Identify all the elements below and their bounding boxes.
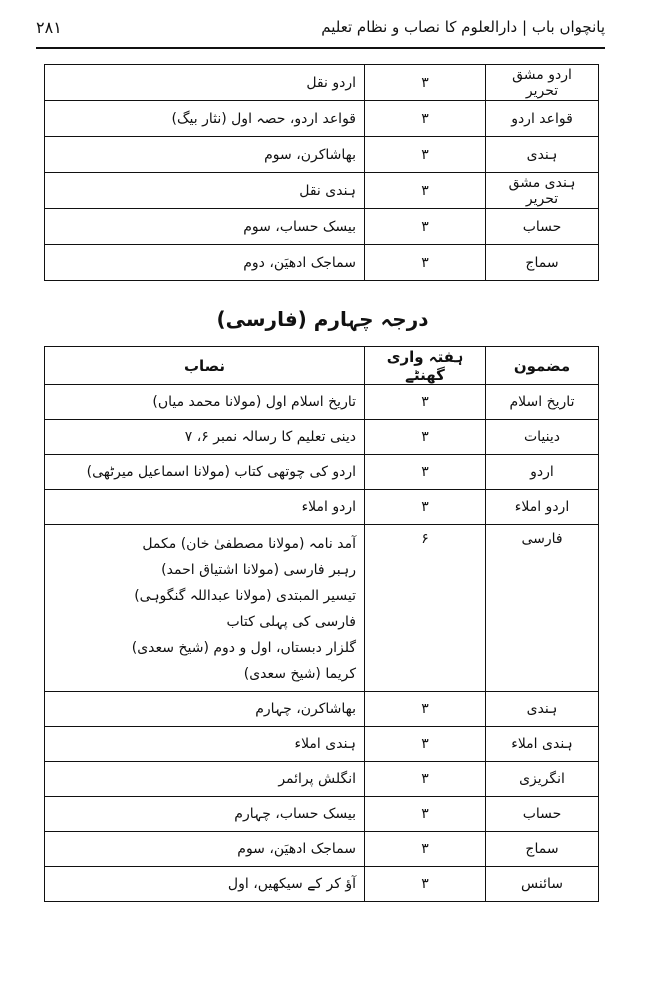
syllabus-line: بھاشاکرن، چہارم (255, 701, 356, 717)
page-number (36, 18, 62, 37)
subject-cell: فارسی (486, 525, 599, 692)
syllabus-cell (45, 245, 365, 281)
table-row (45, 65, 599, 101)
syllabus-line: بھاشاکرن، سوم (264, 146, 356, 163)
syllabus-cell (45, 490, 365, 525)
syllabus-table-continued (44, 64, 599, 281)
syllabus-cell (45, 867, 365, 902)
syllabus-cell (45, 455, 365, 490)
table-row (45, 137, 599, 173)
syllabus-line: تاریخ اسلام اول (مولانا محمد میاں) (152, 394, 356, 410)
syllabus-line: بیسک حساب، سوم (243, 218, 356, 235)
weekly-hours-cell: ۳ (365, 832, 486, 867)
table-row (45, 727, 599, 762)
table-row (45, 455, 599, 490)
subject-cell: تاریخ اسلام (486, 385, 599, 420)
weekly-hours-cell: ۳ (365, 727, 486, 762)
weekly-hours-cell: ۳ (365, 137, 486, 173)
weekly-hours-cell: ۳ (365, 385, 486, 420)
syllabus-cell (45, 385, 365, 420)
syllabus-cell (45, 797, 365, 832)
syllabus-line: اردو املاء (301, 499, 356, 515)
syllabus-line: آؤ کر کے سیکھیں، اول (227, 876, 356, 892)
syllabus-cell (45, 173, 365, 209)
syllabus-cell (45, 727, 365, 762)
syllabus-cell (45, 137, 365, 173)
syllabus-cell (45, 525, 365, 692)
header-subject: مضمون (486, 347, 599, 385)
table-row (45, 692, 599, 727)
weekly-hours-cell: ۳ (365, 490, 486, 525)
subject-cell: انگریزی (486, 762, 599, 797)
syllabus-cell (45, 420, 365, 455)
syllabus-table-grade-4 (44, 346, 599, 902)
table-row (45, 867, 599, 902)
subject-cell: اردو (486, 455, 599, 490)
table-row (45, 173, 599, 209)
weekly-hours-cell: ۳ (365, 867, 486, 902)
syllabus-line: بیسک حساب، چہارم (234, 806, 356, 822)
subject-cell: قواعد اردو (486, 101, 599, 137)
table-row (45, 525, 599, 692)
subject-cell: سماج (486, 832, 599, 867)
syllabus-table-grade-4-body (45, 385, 599, 902)
weekly-hours-cell: ۳ (365, 101, 486, 137)
weekly-hours-cell: ۳ (365, 173, 486, 209)
table-row (45, 762, 599, 797)
table-row (45, 797, 599, 832)
table-row (45, 420, 599, 455)
table-header (45, 347, 599, 385)
weekly-hours-cell: ۳ (365, 420, 486, 455)
subject-cell: ہندی (486, 692, 599, 727)
syllabus-cell (45, 692, 365, 727)
syllabus-line: گلزار دبستاں، اول و دوم (شیخ سعدی) (131, 640, 356, 656)
running-header (36, 12, 605, 42)
syllabus-cell (45, 209, 365, 245)
syllabus-cell (45, 832, 365, 867)
syllabus-line: انگلش پرائمر (278, 771, 356, 787)
table-row (45, 101, 599, 137)
weekly-hours-cell: ۳ (365, 209, 486, 245)
table-row (45, 385, 599, 420)
subject-cell: حساب (486, 797, 599, 832)
weekly-hours-cell: ۳ (365, 455, 486, 490)
subject-cell: اردو مشق تحریر (486, 65, 599, 101)
subject-cell: سائنس (486, 867, 599, 902)
table-row (45, 832, 599, 867)
subject-cell: دینیات (486, 420, 599, 455)
syllabus-line: قواعد اردو، حصہ اول (نثار بیگ) (171, 110, 356, 127)
table-header-row (45, 347, 599, 385)
syllabus-line: ہندی نقل (299, 182, 356, 199)
syllabus-line: اردو کی چوتھی کتاب (مولانا اسماعیل میرٹھی) (86, 464, 356, 480)
header-weekly-hours: ہفتہ واری گھنٹے (365, 347, 486, 385)
syllabus-cell (45, 762, 365, 797)
weekly-hours-cell: ۳ (365, 692, 486, 727)
syllabus-table-continued-body (45, 65, 599, 281)
syllabus-line: آمد نامہ (مولانا مصطفیٰ خان) مکمل (142, 536, 356, 552)
header-syllabus: نصاب (45, 347, 365, 385)
table-row (45, 209, 599, 245)
page-number-value: ۲۸۱ (36, 18, 62, 37)
subject-cell: سماج (486, 245, 599, 281)
subject-cell: ہندی املاء (486, 727, 599, 762)
syllabus-line: کریما (شیخ سعدی) (243, 666, 356, 682)
table-row (45, 490, 599, 525)
weekly-hours-cell: ۳ (365, 65, 486, 101)
syllabus-line: سماجک ادھیَن، دوم (243, 254, 356, 271)
weekly-hours-cell: ۳ (365, 762, 486, 797)
section-title: درجہ چہارم (فارسی) (216, 307, 429, 331)
weekly-hours-cell: ۶ (365, 525, 486, 692)
subject-cell: ہندی مشق تحریر (486, 173, 599, 209)
syllabus-line: سماجک ادھیَن، سوم (237, 841, 356, 857)
running-title: پانچواں باب | دارالعلوم کا نصاب و نظام تعلیم (321, 18, 605, 36)
syllabus-line: فارسی کی پہلی کتاب (226, 614, 356, 630)
subject-cell: ہندی (486, 137, 599, 173)
subject-cell: حساب (486, 209, 599, 245)
weekly-hours-cell: ۳ (365, 797, 486, 832)
syllabus-cell (45, 101, 365, 137)
syllabus-line: ہندی املاء (294, 736, 356, 752)
table-row (45, 245, 599, 281)
syllabus-line: اردو نقل (306, 74, 356, 91)
weekly-hours-cell: ۳ (365, 245, 486, 281)
subject-cell: اردو املاء (486, 490, 599, 525)
header-rule (36, 47, 605, 49)
syllabus-cell (45, 65, 365, 101)
syllabus-line: رہبر فارسی (مولانا اشتیاق احمد) (161, 562, 356, 578)
syllabus-line: تیسیر المبتدی (مولانا عبداللہ گنگوہی) (134, 588, 356, 604)
syllabus-line: دینی تعلیم کا رسالہ نمبر ۶، ۷ (184, 429, 356, 445)
